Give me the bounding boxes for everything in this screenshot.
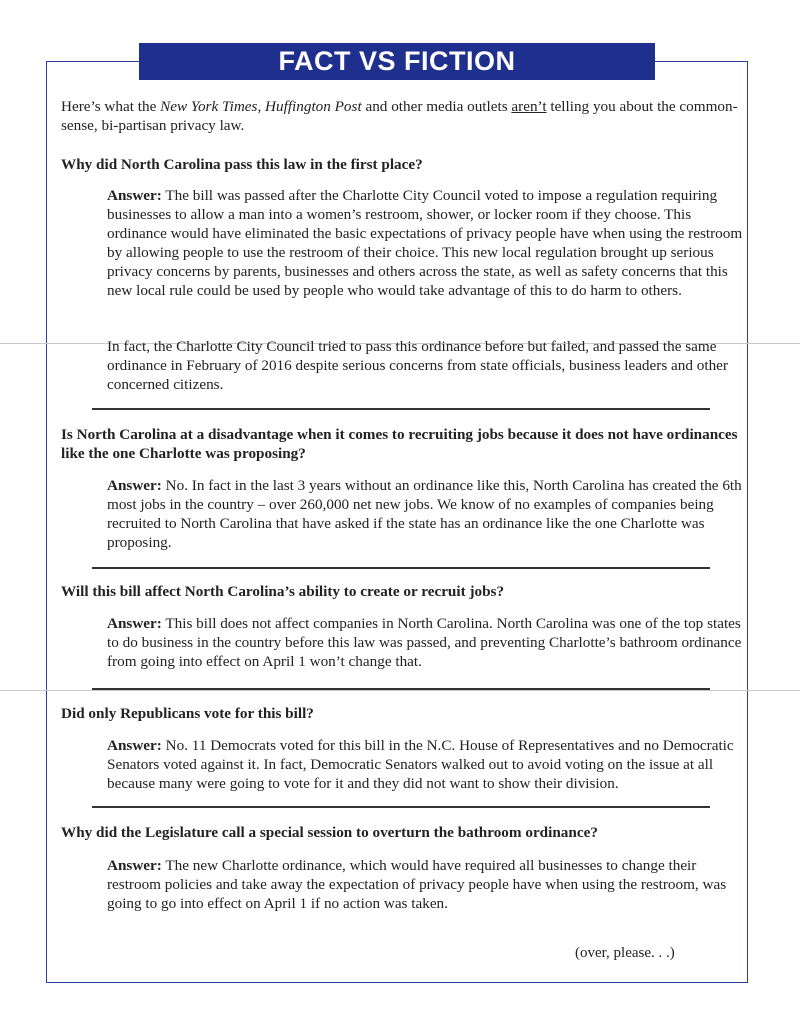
fold-line [0, 690, 800, 691]
page-title: FACT VS FICTION [139, 43, 655, 80]
answer-1 [107, 186, 743, 300]
answer-label: Answer: [107, 615, 162, 632]
intro-text: and other media outlets [361, 98, 512, 115]
intro-huffpost: Huffington Post [265, 98, 362, 115]
intro-text: Here’s what the [61, 98, 161, 115]
over-please-note: (over, please. . .) [575, 945, 675, 961]
intro-nyt: New York Times [160, 98, 258, 115]
divider [92, 688, 710, 690]
answer-1-followup: In fact, the Charlotte City Council tried to pass this ordinance before but failed, and passed the same ordinance in February of 2016 despite serious concerns from state officials, business leaders and other concerned citizens. [107, 338, 728, 393]
answer-label: Answer: [107, 737, 162, 754]
question-2: Is North Carolina at a disadvantage when it comes to recruiting jobs because it does not have ordinances like the one Charlotte was proposing? [61, 426, 738, 462]
question-5: Why did the Legislature call a special session to overturn the bathroom ordinance? [61, 824, 598, 841]
answer-text: The bill was passed after the Charlotte City Council voted to impose a regulation requiring businesses to allow a man into a women’s restroom, shower, or locker room if they choose. This ordinance would have eliminated the basic expectations of privacy people have when using the restroom by allowing people to use the restroom of their choice. This new local regulation brought up serious privacy concerns by parents, businesses and others across the state, as well as safety concerns that this new local rule could be used by people who would take advantage of this to do harm to others. [107, 187, 743, 299]
answer-4 [107, 736, 743, 793]
question-1: Why did North Carolina pass this law in the first place? [61, 156, 423, 173]
answer-label: Answer: [107, 477, 162, 494]
answer-label: Answer: [107, 857, 162, 874]
answer-text: No. 11 Democrats voted for this bill in the N.C. House of Representatives and no Democratic Senators voted against it. In fact, Democratic Senators walked out to avoid voting on the issue at all because many were going to vote for it and they did not want to show their division. [107, 737, 734, 792]
answer-label: Answer: [107, 187, 162, 204]
answer-text: This bill does not affect companies in North Carolina. North Carolina was one of the top states to do business in the country before this law was passed, and preventing Charlotte’s bathroom ordinance from going into effect on April 1 won’t change that. [107, 615, 742, 670]
intro-arent: aren’t [511, 98, 547, 115]
answer-5 [107, 856, 743, 913]
divider [92, 806, 710, 808]
question-4: Did only Republicans vote for this bill? [61, 705, 314, 722]
question-3: Will this bill affect North Carolina’s ability to create or recruit jobs? [61, 583, 505, 600]
answer-3 [107, 614, 743, 671]
intro-sep: , [257, 98, 266, 115]
intro-text: telling you about the common-sense, bi-partisan privacy law. [61, 98, 738, 134]
divider [92, 567, 710, 569]
divider [92, 408, 710, 410]
answer-2 [107, 476, 743, 552]
answer-text: No. In fact in the last 3 years without an ordinance like this, North Carolina has created the 6th most jobs in the country – over 260,000 net new jobs. We know of no examples of companies being recruited to North Carolina that have asked if the state has an ordinance like the one Charlotte was proposing. [107, 477, 742, 551]
answer-text: The new Charlotte ordinance, which would have required all businesses to change their restroom policies and take away the expectation of privacy people have when using the restroom, was going to go into effect on April 1 if no action was taken. [107, 857, 727, 912]
intro-paragraph [61, 97, 741, 135]
